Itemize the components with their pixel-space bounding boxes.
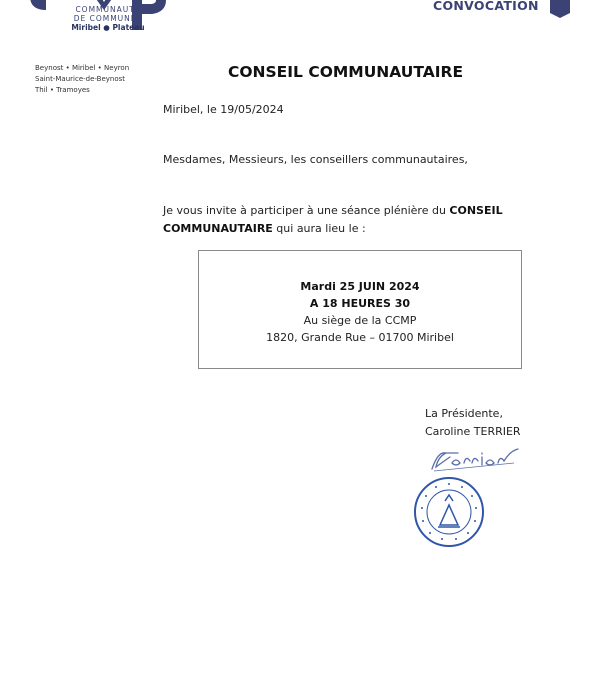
handwritten-signature: [428, 445, 523, 475]
official-stamp: [412, 475, 486, 549]
invite-text-after: qui aura lieu le :: [272, 222, 366, 235]
invite-text-before: Je vous invite à participer à une séance plénière du: [163, 204, 450, 217]
logo-wordmark: [58, 5, 158, 32]
signatory-name: Caroline TERRIER: [425, 425, 521, 438]
meeting-date: Mardi 25 JUIN 2024: [300, 280, 420, 293]
convocation-label: CONVOCATION: [433, 0, 539, 13]
signatory-block: [425, 405, 521, 441]
logo-line-de-communes: DE COMMUNES: [73, 14, 143, 23]
invite-text-bold: CONSEIL COMMUNAUTAIRE: [163, 204, 503, 235]
document-title: CONSEIL COMMUNAUTAIRE: [228, 63, 464, 81]
member-towns: [35, 63, 129, 96]
ccmp-logo: [28, 0, 168, 48]
signatory-role: La Présidente,: [425, 407, 503, 420]
place-date: Miribel, le 19/05/2024: [163, 103, 284, 116]
greeting: Mesdames, Messieurs, les conseillers communautaires,: [163, 153, 468, 166]
invitation-paragraph: [163, 202, 503, 238]
meeting-details-box: [198, 250, 522, 369]
meeting-venue: Au siège de la CCMP: [303, 314, 417, 327]
meeting-address: 1820, Grande Rue – 01700 Miribel: [266, 331, 454, 344]
towns-line-2: Saint-Maurice-de-Beynost: [35, 75, 126, 83]
logo-line-miribel-plateau: Miribel ● Plateau: [71, 23, 145, 32]
hexagon-icon: [550, 0, 570, 18]
towns-line-1: Beynost • Miribel • Neyron: [35, 64, 130, 72]
meeting-time: A 18 HEURES 30: [309, 297, 411, 310]
logo-line-communaute: COMMUNAUTÉ: [75, 5, 141, 14]
towns-line-3: Thil • Tramoyes: [35, 86, 90, 94]
